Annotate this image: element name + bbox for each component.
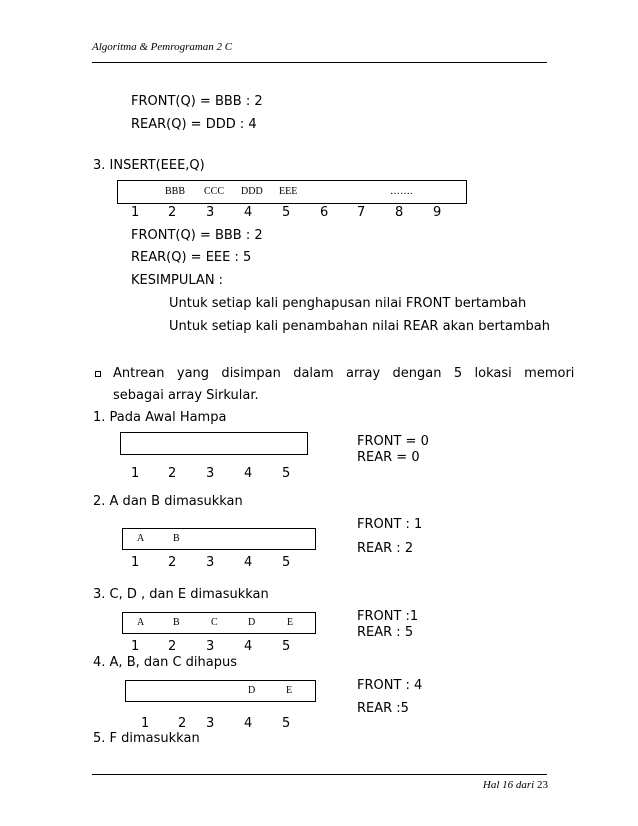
index-label: 2 [168, 555, 177, 570]
index-label: 5 [282, 716, 291, 731]
front-bbb-2-after: FRONT(Q) = BBB : 2 [131, 228, 263, 243]
step-3-array-box [122, 612, 316, 634]
checkbox-bullet-icon [95, 371, 101, 377]
queue-cell: DDD [241, 186, 263, 197]
index-label: 1 [141, 716, 150, 731]
queue-cell: BBB [165, 186, 186, 197]
index-label: 4 [244, 205, 253, 220]
step-4-front: FRONT : 4 [357, 678, 423, 693]
queue-cell: EEE [279, 186, 298, 197]
step-1-array-box [120, 432, 308, 455]
index-label: 1 [131, 639, 140, 654]
bullet-text-line-2: sebagai array Sirkular. [113, 388, 259, 403]
index-label: 2 [168, 205, 177, 220]
index-label: 1 [131, 205, 140, 220]
queue-cell: ……. [390, 186, 413, 197]
index-label: 7 [357, 205, 366, 220]
step-4-rear: REAR :5 [357, 701, 409, 716]
index-label: 3 [206, 466, 215, 481]
footer-rule [92, 774, 547, 775]
queue-array-box [117, 180, 467, 204]
queue-cell: D [248, 685, 256, 696]
queue-cell: A [137, 617, 145, 628]
index-label: 4 [244, 716, 253, 731]
index-label: 5 [282, 555, 291, 570]
step-1-title: 1. Pada Awal Hampa [93, 410, 227, 425]
index-label: 1 [131, 555, 140, 570]
kesimpulan-line-1: Untuk setiap kali penghapusan nilai FRONT bertambah [169, 296, 527, 311]
step-2-title: 2. A dan B dimasukkan [93, 494, 243, 509]
step-4-array-box [125, 680, 316, 702]
step-2-rear: REAR : 2 [357, 541, 414, 556]
step-1-front: FRONT = 0 [357, 434, 429, 449]
rear-eee-5: REAR(Q) = EEE : 5 [131, 250, 252, 265]
rear-ddd-4: REAR(Q) = DDD : 4 [131, 117, 257, 132]
page-total: 23 [537, 779, 548, 791]
step-3-rear: REAR : 5 [357, 625, 414, 640]
index-label: 8 [395, 205, 404, 220]
step-1-rear: REAR = 0 [357, 450, 420, 465]
step-2-front: FRONT : 1 [357, 517, 423, 532]
queue-cell: E [287, 617, 294, 628]
queue-cell: CCC [204, 186, 225, 197]
index-label: 1 [131, 466, 140, 481]
index-label: 2 [168, 639, 177, 654]
step-3-front: FRONT :1 [357, 609, 419, 624]
index-label: 4 [244, 466, 253, 481]
index-label: 4 [244, 555, 253, 570]
step-3-title: 3. C, D , dan E dimasukkan [93, 587, 269, 602]
insert-eee-title: 3. INSERT(EEE,Q) [93, 158, 205, 173]
kesimpulan-line-2: Untuk setiap kali penambahan nilai REAR akan bertambah [169, 319, 550, 334]
header-rule [92, 62, 547, 63]
queue-cell: B [173, 533, 180, 544]
step-4-title: 4. A, B, dan C dihapus [93, 655, 238, 670]
index-label: 3 [206, 555, 215, 570]
page-number [483, 779, 548, 791]
index-label: 3 [206, 205, 215, 220]
index-label: 9 [433, 205, 442, 220]
index-label: 3 [206, 639, 215, 654]
index-label: 5 [282, 639, 291, 654]
kesimpulan-label: KESIMPULAN : [131, 273, 224, 288]
index-label: 2 [168, 466, 177, 481]
page-number-label: Hal 16 dari [482, 779, 535, 791]
step-2-array-box [122, 528, 316, 550]
index-label: 3 [206, 716, 215, 731]
header-title: Algoritma & Pemrograman 2 C [92, 41, 233, 53]
queue-cell: C [211, 617, 218, 628]
index-label: 6 [320, 205, 329, 220]
step-5-title: 5. F dimasukkan [93, 731, 200, 746]
index-label: 5 [282, 466, 291, 481]
queue-cell: D [248, 617, 256, 628]
bullet-text-line-1: Antrean yang disimpan dalam array dengan 5 lokasi memori [113, 366, 575, 381]
index-label: 2 [178, 716, 187, 731]
queue-cell: B [173, 617, 180, 628]
index-label: 5 [282, 205, 291, 220]
queue-cell: A [137, 533, 145, 544]
queue-cell: E [286, 685, 293, 696]
front-bbb-2: FRONT(Q) = BBB : 2 [131, 94, 263, 109]
index-label: 4 [244, 639, 253, 654]
